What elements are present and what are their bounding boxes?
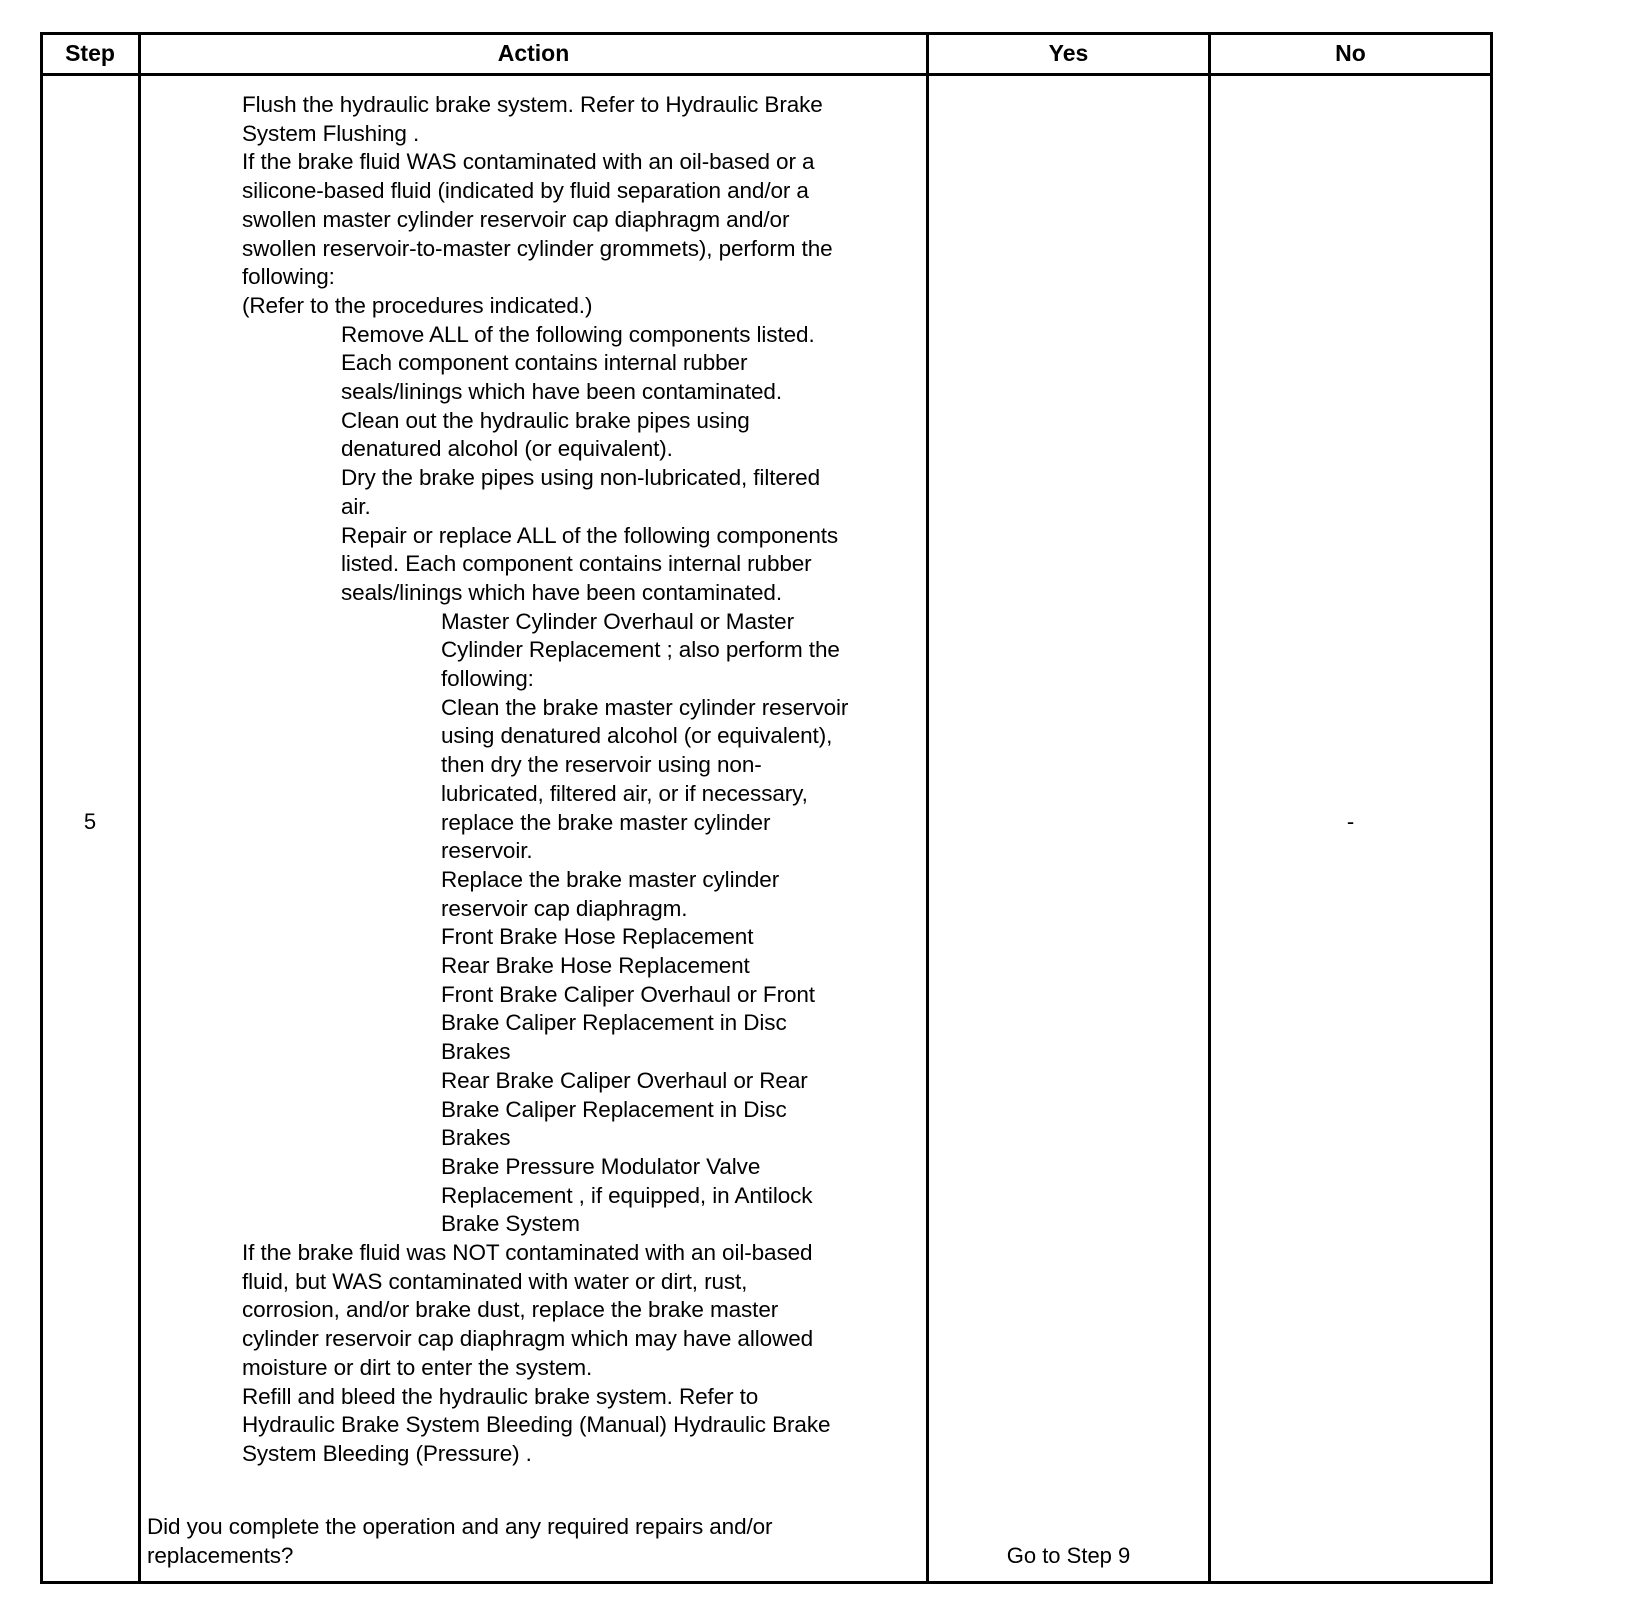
procedure-line: Flush the hydraulic brake system. Refer to Hydraulic Brake — [242, 92, 823, 117]
procedure-line: Refill and bleed the hydraulic brake system. Refer to — [242, 1383, 759, 1409]
procedure-line: replace the brake master cylinder — [441, 809, 771, 835]
procedure-line: following: — [441, 666, 534, 691]
header-step: Step — [65, 39, 115, 66]
procedure-line: Brake Caliper Replacement in Disc — [441, 1010, 787, 1036]
procedure-line: using denatured alcohol (or equivalent), — [441, 723, 833, 749]
header-action: Action — [497, 39, 570, 66]
procedure-line: silicone-based fluid (indicated by fluid separation and/or a — [242, 178, 809, 204]
procedure-line: Clean out the hydraulic brake pipes using — [341, 407, 750, 433]
procedure-line: If the brake fluid WAS contaminated with an oil-based or a — [242, 149, 815, 175]
action-cell — [141, 76, 926, 1581]
procedure-line: following: — [242, 264, 335, 290]
table-border-bottom — [40, 1581, 1493, 1584]
procedure-line: Replacement , if equipped, in Antilock — [441, 1182, 813, 1208]
procedure-line: seals/linings which have been contaminated. — [341, 579, 782, 605]
procedure-line: moisture or dirt to enter the system. — [242, 1354, 593, 1380]
procedure-line: corrosion, and/or brake dust, replace the brake master — [242, 1297, 779, 1323]
procedure-line: Rear Brake Caliper Overhaul or Rear — [441, 1067, 808, 1093]
yes-result: Go to Step 9 — [1006, 1543, 1131, 1568]
procedure-line: denatured alcohol (or equivalent). — [341, 436, 673, 462]
header-no: No — [1335, 39, 1366, 66]
procedure-line: Cylinder Replacement ; also perform the — [441, 637, 840, 663]
procedure-line: Master Cylinder Overhaul or Master — [441, 608, 794, 634]
procedure-line: air. — [341, 493, 371, 519]
procedure-line: seals/linings which have been contaminated. — [341, 379, 782, 404]
procedure-line: Clean the brake master cylinder reservoir — [441, 694, 849, 720]
procedure-line: Replace the brake master cylinder — [441, 866, 780, 892]
procedure-line: swollen master cylinder reservoir cap diaphragm and/or — [242, 206, 790, 232]
procedure-line: reservoir. — [441, 838, 533, 864]
procedure-line: Rear Brake Hose Replacement — [441, 953, 750, 978]
procedure-line: Front Brake Caliper Overhaul or Front — [441, 981, 815, 1007]
procedure-line: cylinder reservoir cap diaphragm which may have allowed — [242, 1326, 814, 1352]
procedure-line: System Flushing . — [242, 120, 420, 146]
procedure-line: Hydraulic Brake System Bleeding (Manual) Hydraulic Brake — [242, 1412, 831, 1438]
no-result: - — [1346, 809, 1355, 834]
procedure-line: then dry the reservoir using non- — [441, 752, 762, 778]
column-divider-action-yes — [926, 32, 929, 1584]
procedure-line: If the brake fluid was NOT contaminated with an oil-based — [242, 1240, 813, 1265]
procedure-line: System Bleeding (Pressure) . — [242, 1440, 532, 1466]
table-border-right — [1490, 32, 1493, 1584]
procedure-line: Brake Caliper Replacement in Disc — [441, 1096, 787, 1122]
procedure-line: (Refer to the procedures indicated.) — [242, 292, 593, 318]
procedure-line: lubricated, filtered air, or if necessary, — [441, 780, 808, 806]
procedure-line: reservoir cap diaphragm. — [441, 895, 688, 921]
header-yes: Yes — [1048, 39, 1089, 66]
question-line: Did you complete the operation and any required repairs and/or — [147, 1514, 773, 1539]
procedure-line: Dry the brake pipes using non-lubricated, filtered — [341, 465, 821, 491]
procedure-line: Brake Pressure Modulator Valve — [441, 1153, 761, 1179]
procedure-line: Each component contains internal rubber — [341, 350, 748, 376]
procedure-line: Brakes — [441, 1039, 511, 1065]
question-line: replacements? — [147, 1542, 294, 1568]
procedure-line: fluid, but WAS contaminated with water or dirt, rust, — [242, 1268, 748, 1294]
procedure-line: Brakes — [441, 1125, 511, 1151]
procedure-line: Remove ALL of the following components listed. — [341, 321, 815, 347]
diagnostic-table — [40, 32, 1496, 1584]
procedure-line: Repair or replace ALL of the following components — [341, 522, 839, 548]
procedure-line: listed. Each component contains internal rubber — [341, 551, 812, 577]
procedure-line: Brake System — [441, 1211, 580, 1237]
step-number: 5 — [83, 809, 97, 834]
procedure-line: Front Brake Hose Replacement — [441, 924, 754, 950]
procedure-line: swollen reservoir-to-master cylinder grommets), perform the — [242, 235, 833, 261]
